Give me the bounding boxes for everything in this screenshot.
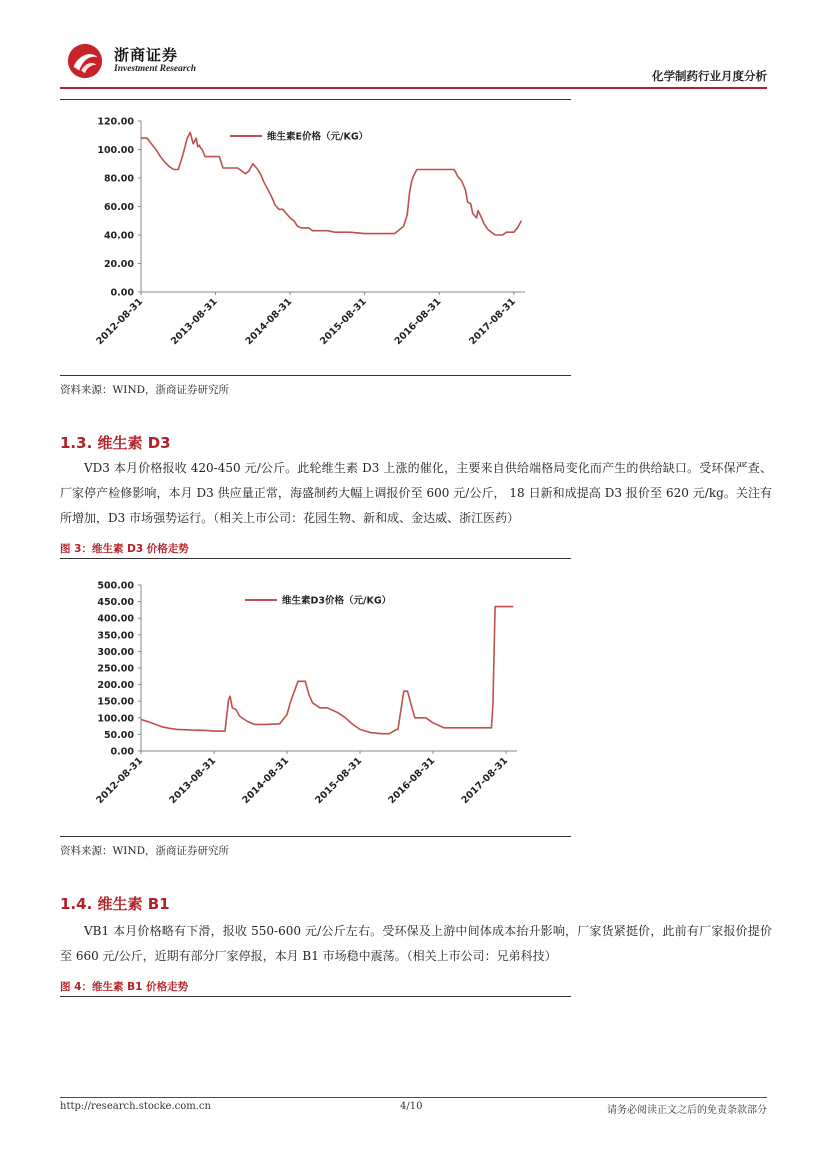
vitamin-e-x-tick-label: 2015-08-31: [318, 296, 369, 348]
vitamin-d3-x-tick-label: 2013-08-31: [167, 755, 219, 807]
figure3-caption: 图 3：维生素 D3 价格走势: [60, 543, 189, 555]
figure2-bottom-rule: [60, 375, 571, 376]
section-heading-b1: 1.4. 维生素 B1: [60, 895, 170, 913]
vitamin-d3-x-tick-label: 2014-08-31: [240, 755, 292, 807]
vitamin-d3-price-line: [141, 607, 513, 734]
company-name-en: Investment Research: [114, 64, 197, 74]
vitamin-d3-y-tick-label: 100.00: [97, 713, 134, 725]
figure3-bottom-rule: [60, 836, 571, 837]
report-title: 化学制药行业月度分析: [652, 69, 767, 83]
footer-disclaimer: 请务必阅读正文之后的免责条款部分: [607, 1105, 767, 1116]
vitamin-e-legend-label: 维生素E价格（元/KG）: [267, 131, 369, 143]
figure2-source: 资料来源：WIND，浙商证券研究所: [60, 384, 230, 396]
company-name-cn: 浙商证券: [114, 46, 179, 64]
footer-url[interactable]: http://research.stocke.com.cn: [60, 1101, 211, 1112]
vitamin-e-price-chart: [60, 108, 580, 368]
vitamin-e-y-tick-label: 100.00: [97, 145, 134, 156]
section-paragraph-b1: VB1 本月价格略有下滑，报收 550-600 元/公斤左右。受环保及上游中间体成本抬升影响，厂家货紧挺价，此前有厂家报价提价至 660 元/公斤，近期有部分厂家停报，本月 B1 市场稳中震荡。（相关上市公司：兄弟科技）: [60, 924, 772, 963]
vitamin-e-y-tick-label: 120.00: [97, 116, 134, 128]
vitamin-d3-y-tick-label: 0.00: [110, 746, 134, 758]
figure4-top-rule: [60, 996, 571, 997]
figure3-source: 资料来源：WIND，浙商证券研究所: [60, 845, 230, 857]
vitamin-e-x-tick-label: 2014-08-31: [243, 296, 295, 348]
vitamin-d3-legend-label: 维生素D3价格（元/KG）: [282, 595, 392, 607]
vitamin-d3-x-tick-label: 2012-08-31: [94, 755, 146, 807]
footer-divider: [60, 1097, 767, 1098]
figure3-top-rule: [60, 558, 571, 559]
vitamin-d3-price-chart: [60, 570, 580, 832]
vitamin-d3-y-tick-label: 150.00: [97, 696, 134, 708]
vitamin-d3-y-tick-label: 50.00: [103, 729, 134, 741]
header-divider: [60, 87, 767, 89]
vitamin-e-x-tick-label: 2012-08-31: [94, 296, 146, 348]
vitamin-e-y-tick-label: 60.00: [103, 202, 134, 213]
section-paragraph-d3: VD3 本月价格报收 420-450 元/公斤。此轮维生素 D3 上涨的催化，主要来自供给端格局变化而产生的供给缺口。受环保严查、厂家停产检修影响，本月 D3 供应量正常，海盛制药大幅上调报价至 600 元/公斤， 18 日新和成提高 D3 报价至 620 元/kg。关注有所增加，D3 市场强势运行。（相关上市公司：花园生物、新和成、金达威、浙江医药）: [60, 461, 772, 525]
section-heading-d3: 1.3. 维生素 D3: [60, 434, 171, 452]
logo-icon: [66, 42, 104, 80]
vitamin-e-price-line: [141, 132, 521, 235]
page-number: 4/10: [400, 1101, 423, 1112]
vitamin-d3-x-tick-label: 2017-08-31: [459, 755, 511, 807]
figure4-caption: 图 4：维生素 B1 价格走势: [60, 981, 189, 993]
vitamin-e-x-tick-label: 2013-08-31: [168, 296, 220, 348]
vitamin-d3-y-tick-label: 400.00: [97, 613, 134, 625]
vitamin-d3-y-tick-label: 300.00: [97, 646, 134, 658]
vitamin-e-y-tick-label: 40.00: [103, 230, 134, 242]
vitamin-e-x-tick-label: 2017-08-31: [467, 296, 518, 348]
vitamin-d3-y-tick-label: 350.00: [97, 630, 134, 642]
vitamin-d3-y-tick-label: 450.00: [97, 597, 134, 609]
vitamin-e-x-tick-label: 2016-08-31: [392, 296, 444, 348]
vitamin-d3-y-tick-label: 500.00: [97, 580, 134, 592]
vitamin-d3-x-tick-label: 2016-08-31: [386, 755, 438, 807]
vitamin-d3-y-tick-label: 200.00: [97, 680, 134, 692]
vitamin-d3-x-tick-label: 2015-08-31: [313, 755, 365, 807]
vitamin-d3-y-tick-label: 250.00: [97, 663, 134, 675]
vitamin-e-y-tick-label: 0.00: [110, 287, 134, 299]
figure2-top-rule: [60, 99, 571, 100]
vitamin-e-y-tick-label: 80.00: [103, 173, 134, 185]
vitamin-e-y-tick-label: 20.00: [103, 259, 134, 270]
